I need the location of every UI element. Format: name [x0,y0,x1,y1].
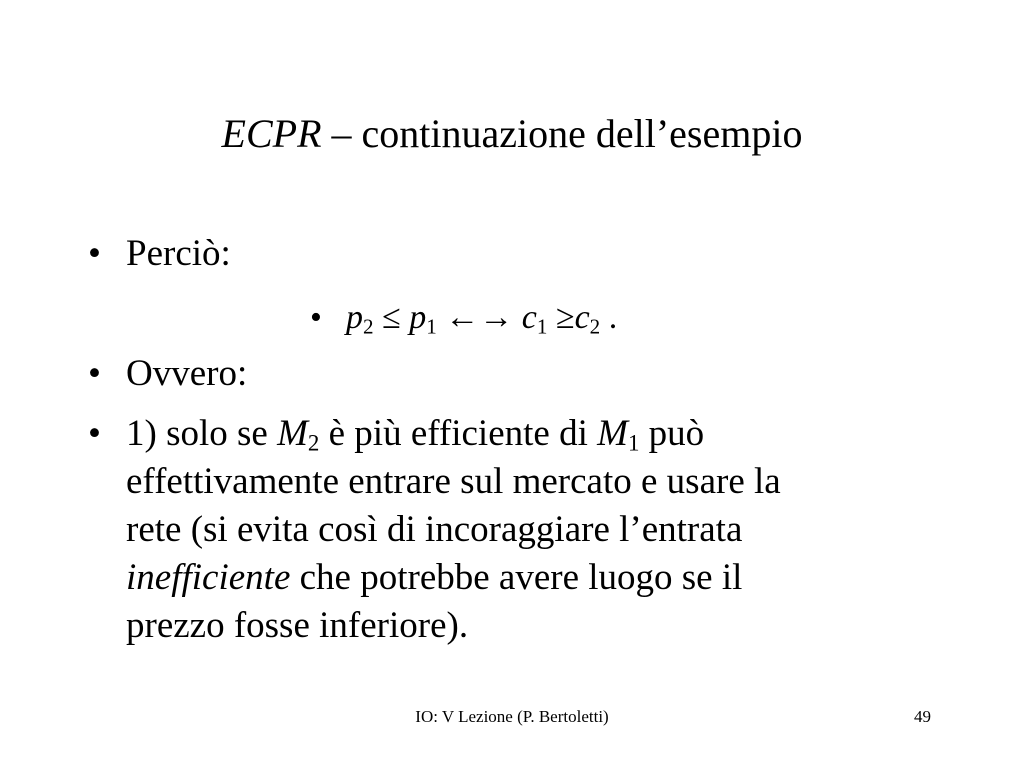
formula-p2: p [346,299,363,336]
emphasis-word: inefficiente [126,557,291,598]
footer-caption: IO: V Lezione (P. Bertoletti) [415,707,609,726]
var-sub: 2 [307,430,320,456]
formula-c2: c [574,299,590,336]
formula-sub: 1 [536,314,548,339]
bullet-marker: • [88,233,101,274]
var-sub: 1 [627,430,640,456]
var-m2: M [277,413,308,454]
formula [346,294,617,342]
bullet-marker: • [310,299,322,336]
line-text: che potrebbe avere luogo se il [290,557,743,598]
paragraph-line [126,410,966,458]
bullet-text: Ovvero: [126,353,248,394]
paragraph-line: rete (si evita così di incoraggiare l’entrata [126,509,743,550]
formula-sub: 2 [363,314,374,339]
formula-sub: 1 [426,314,437,339]
var-m1: M [597,413,628,454]
paragraph-line: effettivamente entrare sul mercato e usare la [126,461,781,502]
formula-sub: 2 [589,314,601,339]
bullet-marker: • [88,353,101,394]
formula-c1: c [521,299,537,336]
formula-arrow: ←→ [436,299,522,336]
formula-le: ≤ [373,299,410,336]
bullet-text: Perciò: [126,233,231,274]
slide-title [0,108,1024,160]
line-text: può [639,413,705,454]
paragraph-line: prezzo fosse inferiore). [126,605,469,646]
page-number: 49 [914,707,931,726]
line-text: 1) solo se [126,413,278,454]
formula-p1: p [409,299,427,336]
bullet-marker: • [88,413,101,454]
title-text: – continuazione dell’esempio [321,111,803,156]
title-acronym: ECPR [221,111,322,156]
bullet-paragraph [126,410,966,650]
paragraph-line [126,554,966,602]
formula-ge: ≥ [547,299,575,336]
formula-end: . [600,299,618,336]
line-text: è più efficiente di [319,413,598,454]
